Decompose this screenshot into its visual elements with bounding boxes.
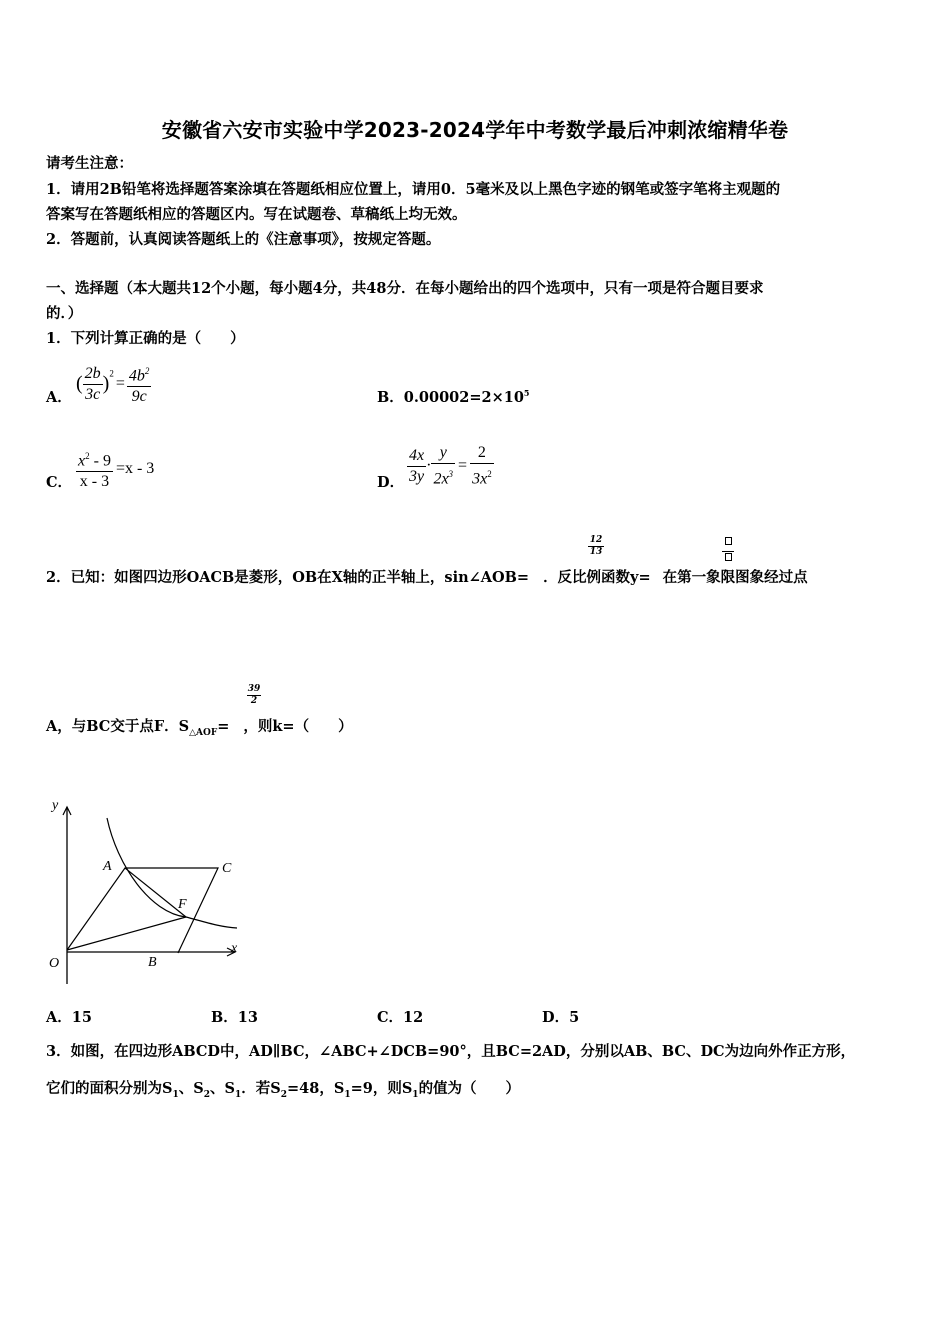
q1-option-a-label: A． <box>46 389 72 406</box>
label-x: x <box>231 941 238 956</box>
q1-d-frac3 <box>470 443 494 489</box>
q2-stem2-part-2: = <box>217 718 230 735</box>
q1-d-frac3-num: 2 <box>470 443 494 464</box>
segment-of <box>67 917 186 950</box>
q3-sep-2: 、S <box>210 1080 235 1097</box>
hyperbola-curve <box>107 818 237 928</box>
q1-d-frac2-den-text: 2x <box>433 470 449 488</box>
q1-c-frac-den: x - 3 <box>79 473 110 491</box>
q1-a-frac1-den: 3c <box>85 385 101 403</box>
q2-area-num: 39 <box>247 684 261 694</box>
q1-d-frac2 <box>431 443 455 489</box>
segment-af <box>125 868 186 917</box>
q1-d-frac2-den-exp: 3 <box>448 469 454 479</box>
q1-c-num-rest: - 9 <box>89 452 111 470</box>
q3-part-b: ．若S <box>241 1080 281 1097</box>
q1-d-frac1-den: 3y <box>409 467 425 485</box>
q1-c-frac <box>76 446 113 492</box>
q2-stem-line-2 <box>46 715 353 738</box>
q1-a-frac2-num <box>127 361 152 387</box>
q3-sub-2: 2 <box>203 1089 210 1100</box>
q3-sub-4: 2 <box>280 1089 287 1100</box>
q3-part-c: =48，S <box>287 1080 345 1097</box>
q2-k-over-x-fraction <box>722 537 734 565</box>
q2-area-fraction <box>247 684 261 707</box>
q1-d-frac1 <box>407 446 426 487</box>
q2-stem-part-1: 2．已知：如图四边形OACB是菱形，OB在X轴的正半轴上，sin∠AOB= <box>46 569 530 586</box>
q1-c-rhs: =x - 3 <box>115 460 155 478</box>
q3-part-e: 的值为（ ） <box>418 1080 521 1097</box>
q2-option-a: A．15 <box>46 1009 92 1026</box>
placeholder-box-icon <box>725 553 732 561</box>
notes-line-1: 1．请用2B铅笔将选择题答案涂填在答题纸相应位置上，请用0．5毫米及以上黑色字迹的钢笔或签字笔将主观题的 <box>46 181 781 198</box>
q2-stem2-part-3: ，则k=（ ） <box>243 718 353 735</box>
q1-d-frac3-den-text: 3x <box>472 470 488 488</box>
q2-k-placeholder-den <box>722 552 734 565</box>
label-y: y <box>52 798 59 813</box>
label-f: F <box>178 897 187 912</box>
q1-a-equals: = <box>115 375 125 393</box>
q1-option-b-exp: 5 <box>523 388 530 399</box>
q3-sub-5: 1 <box>344 1089 351 1100</box>
q1-d-equals: = <box>458 457 468 475</box>
q2-sin-fraction <box>588 535 604 558</box>
q2-stem-line-1 <box>46 566 808 587</box>
q3-sep-1: 、S <box>178 1080 204 1097</box>
q1-a-frac2 <box>127 361 152 407</box>
q2-area-den: 2 <box>250 696 258 706</box>
q2-option-c: C．12 <box>377 1009 424 1026</box>
q2-option-b: B．13 <box>211 1009 258 1026</box>
q1-d-frac3-den <box>470 464 494 489</box>
q2-sin-num: 12 <box>589 535 603 545</box>
q1-option-b-label: B． <box>377 389 404 406</box>
q1-option-d-expression <box>407 443 494 489</box>
q1-option-d-label: D． <box>377 474 405 491</box>
section-heading-line-2: 的．） <box>46 305 83 322</box>
q3-part-d: =9，则S <box>350 1080 413 1097</box>
placeholder-box-icon <box>725 537 732 545</box>
q3-sub-6: 1 <box>412 1089 419 1100</box>
q2-option-d: D．5 <box>542 1009 580 1026</box>
q1-option-c-expression <box>76 446 154 492</box>
notes-line-1b: 答案写在答题纸相应的答题区内。写在试题卷、草稿纸上均无效。 <box>46 206 467 223</box>
q1-option-a-expression <box>76 361 151 411</box>
q1-a-frac1 <box>83 364 103 405</box>
q2-stem2-part-1: A，与BC交于点F．S <box>46 718 190 735</box>
q3-sub-1: 1 <box>172 1089 179 1100</box>
q2-sin-den: 13 <box>589 547 603 557</box>
q1-d-dot: · <box>426 457 432 475</box>
q1-option-c-label: C． <box>46 474 73 491</box>
q2-stem2-sub: △AOF <box>189 727 218 738</box>
q1-c-frac-num <box>76 446 113 472</box>
q3-stem-line-2 <box>46 1077 520 1100</box>
q3-sub-3: 1 <box>234 1089 242 1100</box>
q3-part-a: 它们的面积分别为S <box>46 1080 173 1097</box>
q1-d-frac3-den-exp: 2 <box>487 469 492 479</box>
q2-figure <box>40 795 245 990</box>
label-o: O <box>49 956 60 971</box>
label-c: C <box>222 861 232 876</box>
q1-option-b-text: 0.00002=2×10 <box>403 389 524 406</box>
q2-stem-part-2: ．反比例函数y= <box>543 569 651 586</box>
q1-option-b <box>377 386 530 407</box>
notes-heading: 请考生注意： <box>46 155 133 172</box>
q1-c-num-x: x <box>78 452 86 470</box>
q1-c-num-exp: 2 <box>85 451 90 461</box>
q2-k-placeholder-num <box>722 537 734 552</box>
q3-stem-line-1: 3．如图，在四边形ABCD中，AD∥BC，∠ABC+∠DCB=90°，且BC=2AD，分别以AB、BC、DC为边向外作正方形， <box>46 1043 856 1060</box>
q1-a-rparen: ) <box>102 372 110 395</box>
q1-stem: 1．下列计算正确的是（ ） <box>46 330 245 347</box>
q1-a-frac2-den: 9c <box>131 388 147 406</box>
q1-a-frac2-num-text: 4b <box>128 367 145 385</box>
section-heading-line-1: 一、选择题（本大题共12个小题，每小题4分，共48分．在每小题给出的四个选项中，只有一项是符合题目要求 <box>46 280 764 297</box>
rhombus-oacb <box>67 868 218 953</box>
q1-a-exponent: 2 <box>109 368 114 379</box>
q1-a-lparen: ( <box>76 372 83 395</box>
q1-d-frac2-den <box>431 464 455 489</box>
page-title: 安徽省六安市实验中学2023-2024学年中考数学最后冲刺浓缩精华卷 <box>161 118 789 142</box>
q1-d-frac2-num: y <box>431 443 455 464</box>
q1-a-frac2-num-exp: 2 <box>144 366 150 376</box>
label-a: A <box>103 859 112 874</box>
label-b: B <box>148 955 157 970</box>
notes-line-2: 2．答题前，认真阅读答题纸上的《注意事项》，按规定答题。 <box>46 231 441 248</box>
q1-d-frac1-num: 4x <box>407 446 426 467</box>
q1-a-frac1-num: 2b <box>83 364 103 385</box>
q2-stem-part-3: 在第一象限图象经过点 <box>662 569 808 586</box>
